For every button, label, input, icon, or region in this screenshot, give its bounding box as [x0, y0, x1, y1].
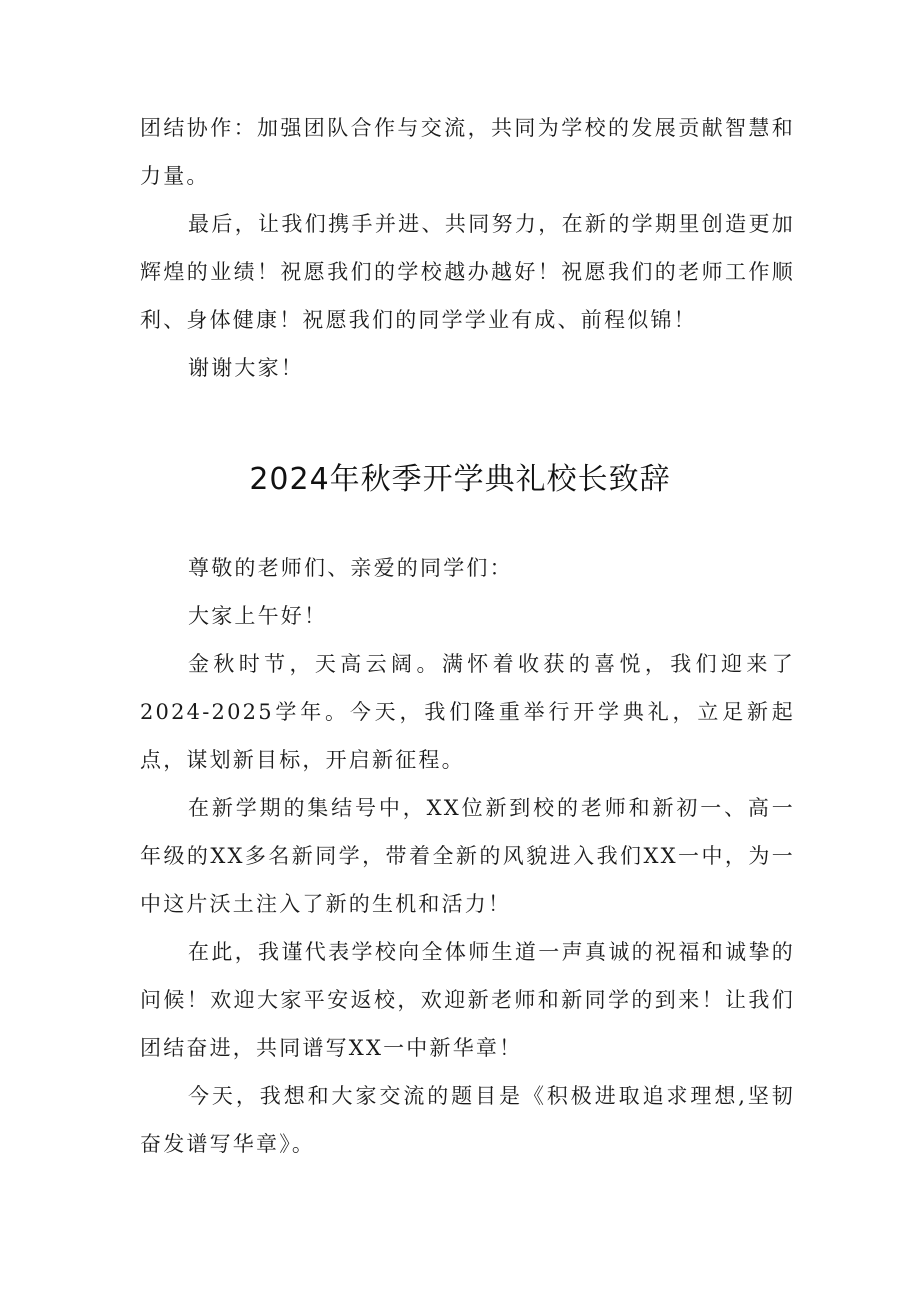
speech-salutation: 大家上午好！ — [188, 604, 328, 628]
speech-paragraph-welcome: 在此，我谨代表学校向全体师生道一声真诚的祝福和诚挚的问候！欢迎大家平安返校，欢迎新老师和新同学的到来！让我们团结奋进，共同谱写XX一中新华章！ — [140, 940, 795, 1060]
speech-paragraph-topic: 今天，我想和大家交流的题目是《积极进取追求理想,坚韧奋发谱写华章》。 — [140, 1084, 795, 1156]
speech-body — [140, 544, 795, 1168]
speech-greeting: 尊敬的老师们、亲爱的同学们： — [188, 556, 513, 580]
previous-section-continuation — [140, 104, 795, 392]
speech-paragraph-autumn: 金秋时节，天高云阔。满怀着收获的喜悦，我们迎来了2024-2025学年。今天，我们隆重举行开学典礼，立足新起点，谋划新目标，开启新征程。 — [140, 652, 795, 772]
speech-title: 2024年秋季开学典礼校长致辞 — [249, 462, 671, 497]
speech-paragraph-new-members: 在新学期的集结号中，XX位新到校的老师和新初一、高一年级的XX多名新同学，带着全新的风貌进入我们XX一中，为一中这片沃土注入了新的生机和活力！ — [140, 796, 795, 916]
paragraph-teamwork: 团结协作：加强团队合作与交流，共同为学校的发展贡献智慧和力量。 — [140, 116, 795, 188]
paragraph-thanks: 谢谢大家！ — [188, 356, 304, 380]
paragraph-closing-wishes: 最后，让我们携手并进、共同努力，在新的学期里创造更加辉煌的业绩！祝愿我们的学校越办越好！祝愿我们的老师工作顺利、身体健康！祝愿我们的同学学业有成、前程似锦！ — [140, 212, 795, 332]
